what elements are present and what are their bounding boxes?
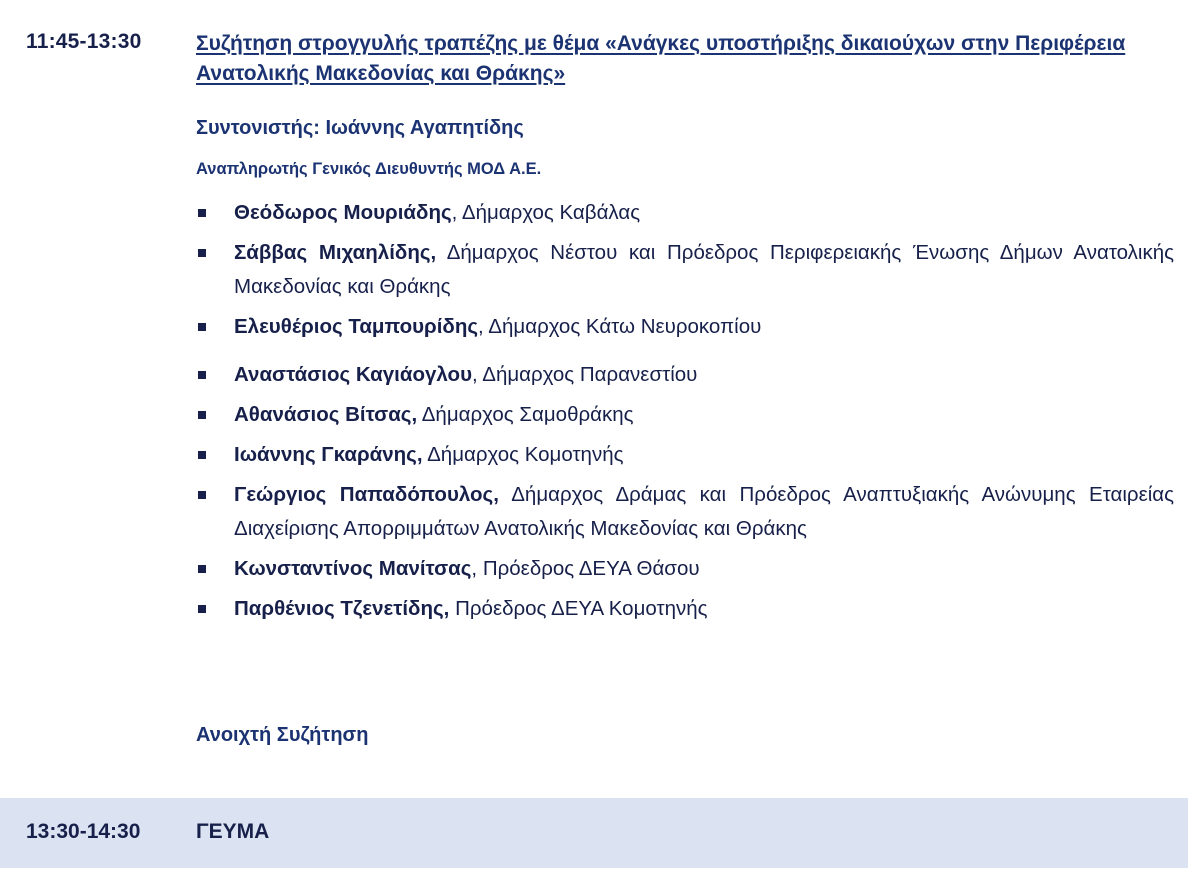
speaker-name: Αθανάσιος Βίτσας, [234,403,418,426]
speaker-name: Σάββας Μιχαηλίδης, [234,241,437,264]
square-bullet-icon [198,565,206,573]
speaker-role: Δήμαρχος Σαμοθράκης [417,403,634,426]
speaker-role: , Πρόεδρος ΔΕΥΑ Θάσου [471,557,700,580]
lunch-time: 13:30-14:30 [26,820,141,843]
speaker-name: Ελευθέριος Ταμπουρίδης [234,315,479,338]
square-bullet-icon [198,451,206,459]
speaker-name: Αναστάσιος Καγιάογλου [234,363,473,386]
square-bullet-icon [198,209,206,217]
square-bullet-icon [198,491,206,499]
speaker-name: Γεώργιος Παπαδόπουλος, [234,483,499,506]
square-bullet-icon [198,411,206,419]
speaker-name: Ιωάννης Γκαράνης, [234,443,423,466]
session-time: 11:45-13:30 [26,30,142,53]
speaker-role: , Δήμαρχος Παρανεστίου [472,363,698,386]
square-bullet-icon [198,323,206,331]
square-bullet-icon [198,605,206,613]
speaker-item [196,398,1174,432]
speaker-item [196,592,1174,626]
session-title-link[interactable]: Συζήτηση στρογγυλής τραπέζης με θέμα «Ανάγκες υποστήριξης δικαιούχων στην Περιφέρεια Ανατολικής Μακεδονίας και Θράκης» [196,32,1126,85]
speaker-name: Κωνσταντίνος Μανίτσας [234,557,472,580]
speaker-name: Παρθένιος Τζενετίδης, [234,597,450,620]
square-bullet-icon [198,371,206,379]
speaker-item [196,552,1174,586]
speaker-role: Πρόεδρος ΔΕΥΑ Κομοτηνής [449,597,708,620]
speaker-role: Δήμαρχος Κομοτηνής [422,443,624,466]
moderator-role: Αναπληρωτής Γενικός Διευθυντής ΜΟΔ Α.Ε. [196,160,542,178]
speaker-item [196,358,1174,392]
speaker-role: , Δήμαρχος Κάτω Νευροκοπίου [478,315,762,338]
moderator-name: Συντονιστής: Ιωάννης Αγαπητίδης [196,117,524,139]
square-bullet-icon [198,249,206,257]
lunch-label: ΓΕΥΜΑ [196,820,270,843]
speaker-item [196,438,1174,472]
speaker-role: , Δήμαρχος Καβάλας [451,201,641,224]
open-discussion-heading: Ανοιχτή Συζήτηση [196,724,369,746]
speaker-item [196,196,1174,230]
speaker-role: Δήμαρχος Νέστου και Πρόεδρος Περιφερειακής Ένωσης Δήμων Ανατολικής Μακεδονίας και Θράκης [234,241,1174,298]
speaker-role: Δήμαρχος Δράμας και Πρόεδρος Αναπτυξιακής Ανώνυμης Εταιρείας Διαχείρισης Απορριμμάτων Ανατολικής Μακεδονίας και Θράκης [234,483,1174,540]
speaker-list [196,196,1174,632]
speaker-item [196,478,1174,546]
speaker-item [196,310,1174,344]
speaker-name: Θεόδωρος Μουριάδης [234,201,452,224]
speaker-item [196,236,1174,304]
lunch-break-row [0,798,1188,868]
